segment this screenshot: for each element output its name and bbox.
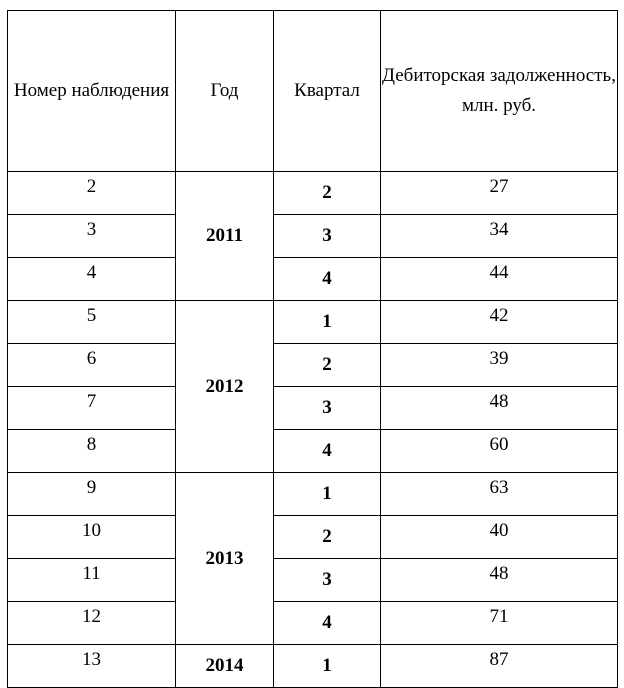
receivables-cell: 63 [381,473,618,516]
table-row [8,602,618,645]
table-row [8,301,618,344]
receivables-cell: 34 [381,215,618,258]
receivables-cell: 87 [381,645,618,688]
header-row [8,11,618,172]
observation-number-cell: 4 [8,258,176,301]
quarter-cell: 1 [274,301,381,344]
receivables-table [7,10,618,688]
quarter-cell: 4 [274,602,381,645]
header-quarter: Квартал [274,11,381,172]
table-row [8,215,618,258]
observation-number-cell: 2 [8,172,176,215]
receivables-cell: 27 [381,172,618,215]
table-row [8,258,618,301]
quarter-cell: 3 [274,559,381,602]
quarter-cell: 2 [274,344,381,387]
receivables-cell: 60 [381,430,618,473]
receivables-cell: 48 [381,559,618,602]
year-cell: 2011 [176,172,274,301]
observation-number-cell: 3 [8,215,176,258]
quarter-cell: 1 [274,645,381,688]
table-row [8,387,618,430]
table-row [8,559,618,602]
header-observation-number: Номер наблюдения [8,11,176,172]
quarter-cell: 3 [274,215,381,258]
quarter-cell: 4 [274,258,381,301]
table-row [8,473,618,516]
quarter-cell: 2 [274,516,381,559]
header-receivables: Дебиторская задолженность, млн. руб. [381,11,618,172]
quarter-cell: 1 [274,473,381,516]
year-cell: 2012 [176,301,274,473]
receivables-cell: 71 [381,602,618,645]
receivables-cell: 42 [381,301,618,344]
year-cell: 2014 [176,645,274,688]
header-year: Год [176,11,274,172]
observation-number-cell: 9 [8,473,176,516]
table-row [8,516,618,559]
receivables-cell: 40 [381,516,618,559]
year-cell: 2013 [176,473,274,645]
receivables-cell: 39 [381,344,618,387]
observation-number-cell: 5 [8,301,176,344]
table-row [8,645,618,688]
observation-number-cell: 13 [8,645,176,688]
quarter-cell: 4 [274,430,381,473]
quarter-cell: 2 [274,172,381,215]
table-row [8,172,618,215]
observation-number-cell: 8 [8,430,176,473]
table-row [8,430,618,473]
observation-number-cell: 10 [8,516,176,559]
receivables-cell: 48 [381,387,618,430]
receivables-cell: 44 [381,258,618,301]
observation-number-cell: 6 [8,344,176,387]
observation-number-cell: 7 [8,387,176,430]
observation-number-cell: 11 [8,559,176,602]
observation-number-cell: 12 [8,602,176,645]
quarter-cell: 3 [274,387,381,430]
table-row [8,344,618,387]
